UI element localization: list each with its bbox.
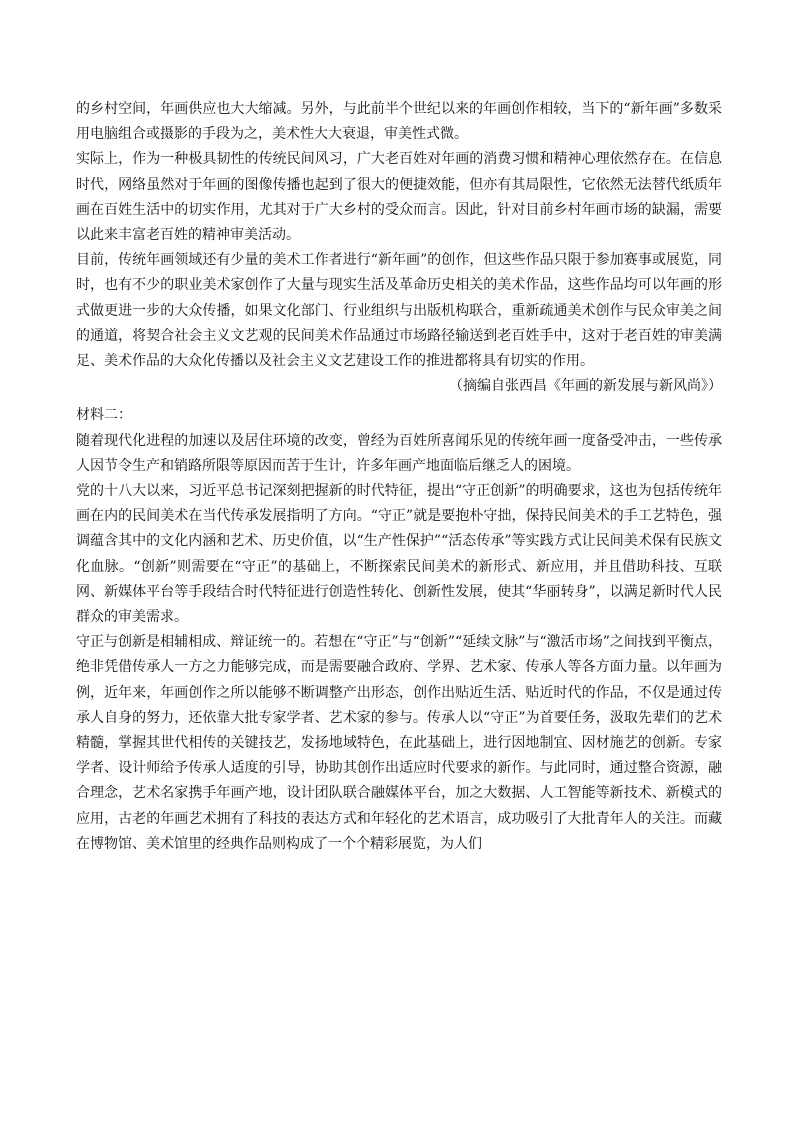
paragraph: 党的十八大以来，习近平总书记深刻把握新的时代特征，提出“守正创新”的明确要求，这也为包括传统年画在内的民间美术在当代传承发展指明了方向。“守正”就是要抱朴守拙，保持民间美术的手工艺特色，强调蕴含其中的文化内涵和艺术、历史价值，以“生产性保护”“活态传承”等实践方式让民间美术保有民族文化血脉。“创新”则需要在“守正”的基础上，不断探索民间美术的新形式、新应用，并且借助科技、互联网、新媒体平台等手段结合时代特征进行创造性转化、创新性发展，使其“华丽转身”，以满足新时代人民群众的审美需求。 bbox=[76, 483, 722, 626]
source-citation: （摘编自张西昌《年画的新发展与新风尚》） bbox=[449, 378, 722, 395]
section-title: 材料二： bbox=[76, 407, 132, 424]
paragraph: 随着现代化进程的加速以及居住环境的改变，曾经为百姓所喜闻乐见的传统年画一度备受冲击，一些传承人因节令生产和销路所限等原因而苦于生计，许多年画产地面临后继乏人的困境。 bbox=[76, 432, 722, 474]
paragraph: 目前，传统年画领域还有少量的美术工作者进行“新年画”的创作，但这些作品只限于参加赛事或展览，同时，也有不少的职业美术家创作了大量与现实生活及革命历史相关的美术作品，这些作品均可以年画的形式做更进一步的大众传播，如果文化部门、行业组织与出版机构联合，重新疏通美术创作与民众审美之间的通道，将契合社会主义文艺观的民间美术作品通过市场路径输送到老百姓手中，这对于老百姓的审美满足、美术作品的大众化传播以及社会主义文艺建设工作的推进都将具有切实的作用。 bbox=[76, 252, 722, 370]
document-page bbox=[76, 97, 722, 857]
paragraph: 实际上，作为一种极具韧性的传统民间风习，广大老百姓对年画的消费习惯和精神心理依然存在。在信息时代，网络虽然对于年画的图像传播也起到了很大的便捷效能，但亦有其局限性，它依然无法替代纸质年画在百姓生活中的切实作用，尤其对于广大乡村的受众而言。因此，针对目前乡村年画市场的缺漏，需要以此来丰富老百姓的精神审美活动。 bbox=[76, 151, 722, 244]
paragraph: 守正与创新是相辅相成、辩证统一的。若想在“守正”与“创新”“延续文脉”与“激活市场”之间找到平衡点，绝非凭借传承人一方之力能够完成，而是需要融合政府、学界、艺术家、传承人等各方面力量。以年画为例，近年来，年画创作之所以能够不断调整产出形态，创作出贴近生活、贴近时代的作品，不仅是通过传承人自身的努力，还依靠大批专家学者、艺术家的参与。传承人以“守正”为首要任务，汲取先辈们的艺术精髓，掌握其世代相传的关键技艺，发扬地域特色，在此基础上，进行因地制宜、因材施艺的创新。专家学者、设计师给予传承人适度的引导，协助其创作出适应时代要求的新作。与此同时，通过整合资源，融合理念，艺术名家携手年画产地，设计团队联合融媒体平台，加之大数据、人工智能等新技术、新模式的应用，古老的年画艺术拥有了科技的表达方式和年轻化的艺术语言，成功吸引了大批青年人的关注。而藏在博物馆、美术馆里的经典作品则构成了一个个精彩展览，为人们 bbox=[76, 634, 722, 852]
paragraph: 的乡村空间，年画供应也大大缩减。另外，与此前半个世纪以来的年画创作相较，当下的“新年画”多数采用电脑组合或摄影的手段为之，美术性大大衰退，审美性式微。 bbox=[76, 101, 722, 143]
